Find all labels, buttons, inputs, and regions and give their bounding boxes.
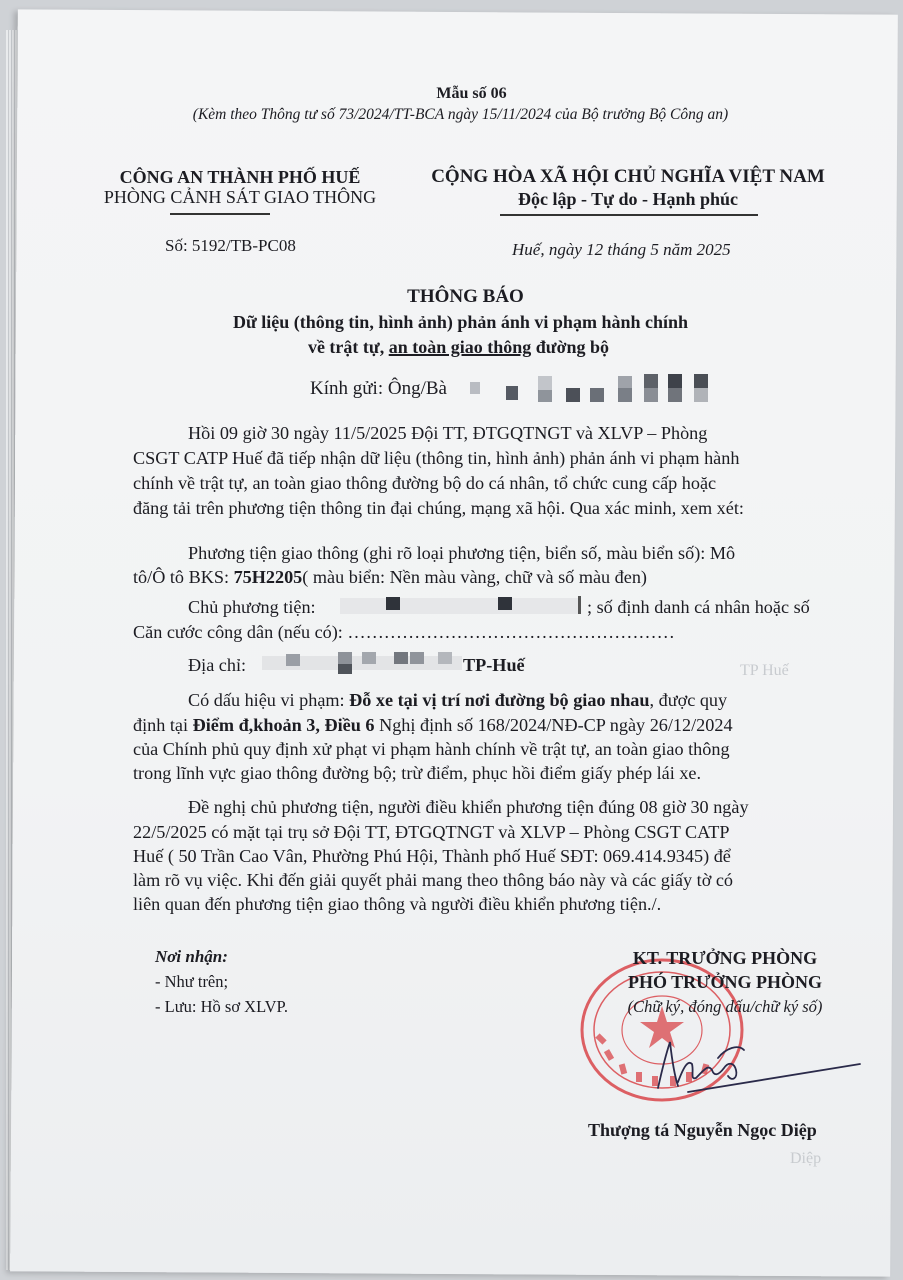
department-name: PHÒNG CẢNH SÁT GIAO THÔNG: [103, 187, 377, 207]
request-line: Đề nghị chủ phương tiện, người điều khiển phương tiện đúng 08 giờ 30 ngày: [188, 797, 749, 817]
recipients-title: Nơi nhận:: [155, 947, 228, 966]
owner-id-label: ; số định danh cá nhân hoặc số: [587, 597, 810, 617]
document-subtitle-line1: Dữ liệu (thông tin, hình ảnh) phản ánh vi phạm hành chính: [233, 312, 688, 332]
violation-description: Đỗ xe tại vị trí nơi đường bộ giao nhau: [349, 690, 650, 710]
regulation-line: định tại Điểm đ,khoản 3, Điều 6 Nghị định số 168/2024/NĐ-CP ngày 26/12/2024: [133, 715, 733, 735]
vehicle-plate-line: tô/Ô tô BKS: 75H2205( màu biển: Nền màu vàng, chữ và số màu đen): [133, 567, 647, 587]
form-reference: (Kèm theo Thông tư số 73/2024/TT-BCA ngày 15/11/2024 của Bộ trưởng Bộ Công an): [192, 106, 729, 123]
handwritten-signature-icon: [648, 1030, 868, 1100]
agency-name: CÔNG AN THÀNH PHỐ HUẾ: [119, 167, 361, 187]
document-number: Số: 5192/TB-PC08: [165, 236, 296, 255]
vehicle-line: Phương tiện giao thông (ghi rõ loại phương tiện, biển số, màu biển số): Mô: [188, 543, 736, 563]
request-line: liên quan đến phương tiện giao thông và người điều khiển phương tiện./.: [133, 894, 662, 914]
form-number: Mẫu số 06: [436, 85, 507, 102]
signature-title-line1: KT. TRƯỞNG PHÒNG: [632, 948, 818, 968]
recipient-item: - Như trên;: [155, 972, 229, 991]
redacted-address: [262, 650, 468, 674]
paragraph-line: Hồi 09 giờ 30 ngày 11/5/2025 Đội TT, ĐTGQTNGT và XLVP – Phòng: [188, 423, 708, 443]
national-motto: Độc lập - Tự do - Hạnh phúc: [517, 189, 739, 209]
national-title: CỘNG HÒA XÃ HỘI CHỦ NGHĨA VIỆT NAM: [431, 166, 825, 187]
request-line: Huế ( 50 Trần Cao Vân, Phường Phú Hội, Thành phố Huế SĐT: 069.414.9345) để: [133, 846, 731, 866]
agency-underline: [170, 213, 270, 215]
address-city: TP-Huế: [463, 655, 525, 675]
license-plate: 75H2205: [233, 567, 303, 587]
recipient-item: - Lưu: Hồ sơ XLVP.: [155, 997, 289, 1016]
regulation-clause: Điểm đ,khoản 3, Điều 6: [192, 715, 375, 735]
paragraph-line: đăng tải trên phương tiện thông tin đại chúng, mạng xã hội. Qua xác minh, xem xét:: [133, 498, 744, 518]
violation-line: Có dấu hiệu vi phạm: Đỗ xe tại vị trí nơi đường bộ giao nhau, được quy: [188, 690, 728, 710]
paragraph-line: CSGT CATP Huế đã tiếp nhận dữ liệu (thông tin, hình ảnh) phản ánh vi phạm hành: [133, 448, 740, 468]
signature-title-line2: PHÓ TRƯỞNG PHÒNG: [627, 972, 822, 992]
show-through-text: Diệp: [790, 1150, 822, 1167]
request-line: 22/5/2025 có mặt tại trụ sở Đội TT, ĐTGQTNGT và XLVP – Phòng CSGT CATP: [133, 822, 730, 842]
document-title: THÔNG BÁO: [407, 286, 524, 307]
document-subtitle-line2: về trật tự, an toàn giao thông đường bộ: [307, 337, 610, 357]
redacted-owner: [340, 594, 584, 618]
signature-note: (Chữ ký, đóng dấu/chữ ký số): [627, 997, 823, 1016]
regulation-line: của Chính phủ quy định xử phạt vi phạm hành chính về trật tự, an toàn giao thông: [133, 739, 730, 759]
address-label: Địa chỉ:: [188, 655, 247, 675]
place-date: Huế, ngày 12 tháng 5 năm 2025: [512, 240, 731, 259]
regulation-line: trong lĩnh vực giao thông đường bộ; trừ điểm, phục hồi điểm giấy phép lái xe.: [133, 763, 702, 783]
greeting: Kính gửi: Ông/Bà: [310, 378, 447, 399]
paragraph-line: chính về trật tự, an toàn giao thông đường bộ do cá nhân, tổ chức cung cấp hoặc: [133, 473, 717, 493]
show-through-text: TP Huế: [740, 662, 789, 679]
signer-name: Thượng tá Nguyễn Ngọc Diệp: [588, 1120, 817, 1140]
citizen-id-line: Căn cước công dân (nếu có): ………………………………………………: [133, 622, 675, 642]
redacted-name: [470, 372, 720, 406]
motto-underline: [500, 214, 758, 216]
request-line: làm rõ vụ việc. Khi đến giải quyết phải mang theo thông báo này và các giấy tờ có: [133, 870, 734, 890]
owner-label: Chủ phương tiện:: [188, 597, 316, 617]
